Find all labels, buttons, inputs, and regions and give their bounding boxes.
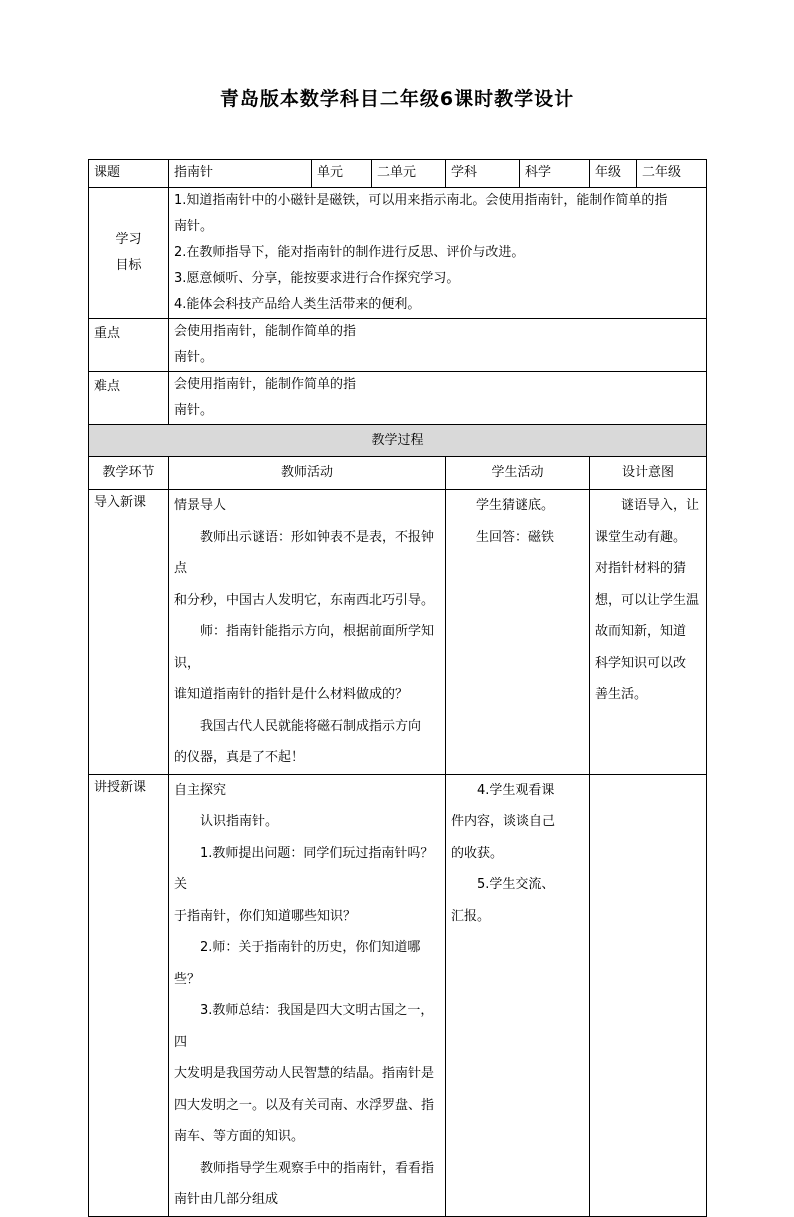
- subject-label: 学科: [446, 160, 520, 188]
- unit-label: 单元: [312, 160, 372, 188]
- design-intent-cell: 谜语导入，让 课堂生动有趣。 对指针材料的猜 想，可以让学生温 故而知新，知道 科学知识可以改 善生活。: [590, 490, 707, 775]
- teacher-activity-cell: 自主探究 认识指南针。 1.教师提出问题：同学们玩过指南针吗？关 于指南针，你们知道哪些知识？ 2.师：关于指南针的历史，你们知道哪些？ 3.教师总结：我国是四大文明古国之一，四 大发明是我国劳动人民智慧的结晶。指南针是 四大发明之一。以及有关司南、水浮罗盘、指 南车、等方面的知识。 教师指导学生观察手中的指南针，看看指 南针由几部分组成: [169, 774, 446, 1216]
- grade-value: 二年级: [637, 160, 707, 188]
- student-activity-cell: 4.学生观看课 件内容，谈谈自己 的收获。 5.学生交流、 汇报。: [446, 774, 590, 1216]
- design-intent-cell: [590, 774, 707, 1216]
- column-header-intent: 设计意图: [590, 457, 707, 490]
- keypoint-content: 会使用指南针，能制作简单的指 南针。: [169, 319, 707, 372]
- topic-label: 课题: [89, 160, 169, 188]
- column-header-stage: 教学环节: [89, 457, 169, 490]
- process-header: 教学过程: [89, 425, 707, 457]
- process-header-row: [89, 425, 707, 457]
- goal-line: 3.愿意倾听、分享，能按要求进行合作探究学习。: [174, 271, 460, 286]
- subject-value: 科学: [520, 160, 590, 188]
- goal-line: 南针。: [174, 219, 214, 234]
- goals-label: 学习 目标: [89, 188, 169, 319]
- grade-label: 年级: [590, 160, 637, 188]
- column-header-student: 学生活动: [446, 457, 590, 490]
- unit-value: 二单元: [372, 160, 446, 188]
- stage-cell: 讲授新课: [89, 774, 169, 1216]
- topic-value: 指南针: [169, 160, 312, 188]
- goals-row: [89, 188, 707, 319]
- keypoint-label: 重点: [89, 319, 169, 372]
- teacher-activity-cell: 情景导人 教师出示谜语：形如钟表不是表，不报钟点 和分秒，中国古人发明它，东南西北巧引导。 师：指南针能指示方向，根据前面所学知识， 谁知道指南针的指针是什么材料做成的？ 我国古代人民就能将磁石制成指示方向 的仪器，真是了不起！: [169, 490, 446, 775]
- column-header-row: [89, 457, 707, 490]
- header-row: [89, 160, 707, 188]
- lesson-plan-table: [88, 159, 707, 1217]
- difficulty-content: 会使用指南针，能制作简单的指 南针。: [169, 372, 707, 425]
- process-row-intro: [89, 490, 707, 775]
- goal-line: 1.知道指南针中的小磁针是磁铁，可以用来指示南北。会使用指南针，能制作简单的指: [174, 193, 668, 208]
- goal-line: 4.能体会科技产品给人类生活带来的便利。: [174, 297, 421, 312]
- student-activity-cell: 学生猜谜底。 生回答：磁铁: [446, 490, 590, 775]
- goals-content: [169, 188, 707, 319]
- stage-cell: 导入新课: [89, 490, 169, 775]
- keypoint-row: [89, 319, 707, 372]
- difficulty-row: [89, 372, 707, 425]
- column-header-teacher: 教师活动: [169, 457, 446, 490]
- difficulty-label: 难点: [89, 372, 169, 425]
- goal-line: 2.在教师指导下，能对指南针的制作进行反思、评价与改进。: [174, 245, 525, 260]
- document-title: 青岛版本数学科目二年级6课时教学设计: [219, 88, 575, 110]
- process-row-new-lesson: [89, 774, 707, 1216]
